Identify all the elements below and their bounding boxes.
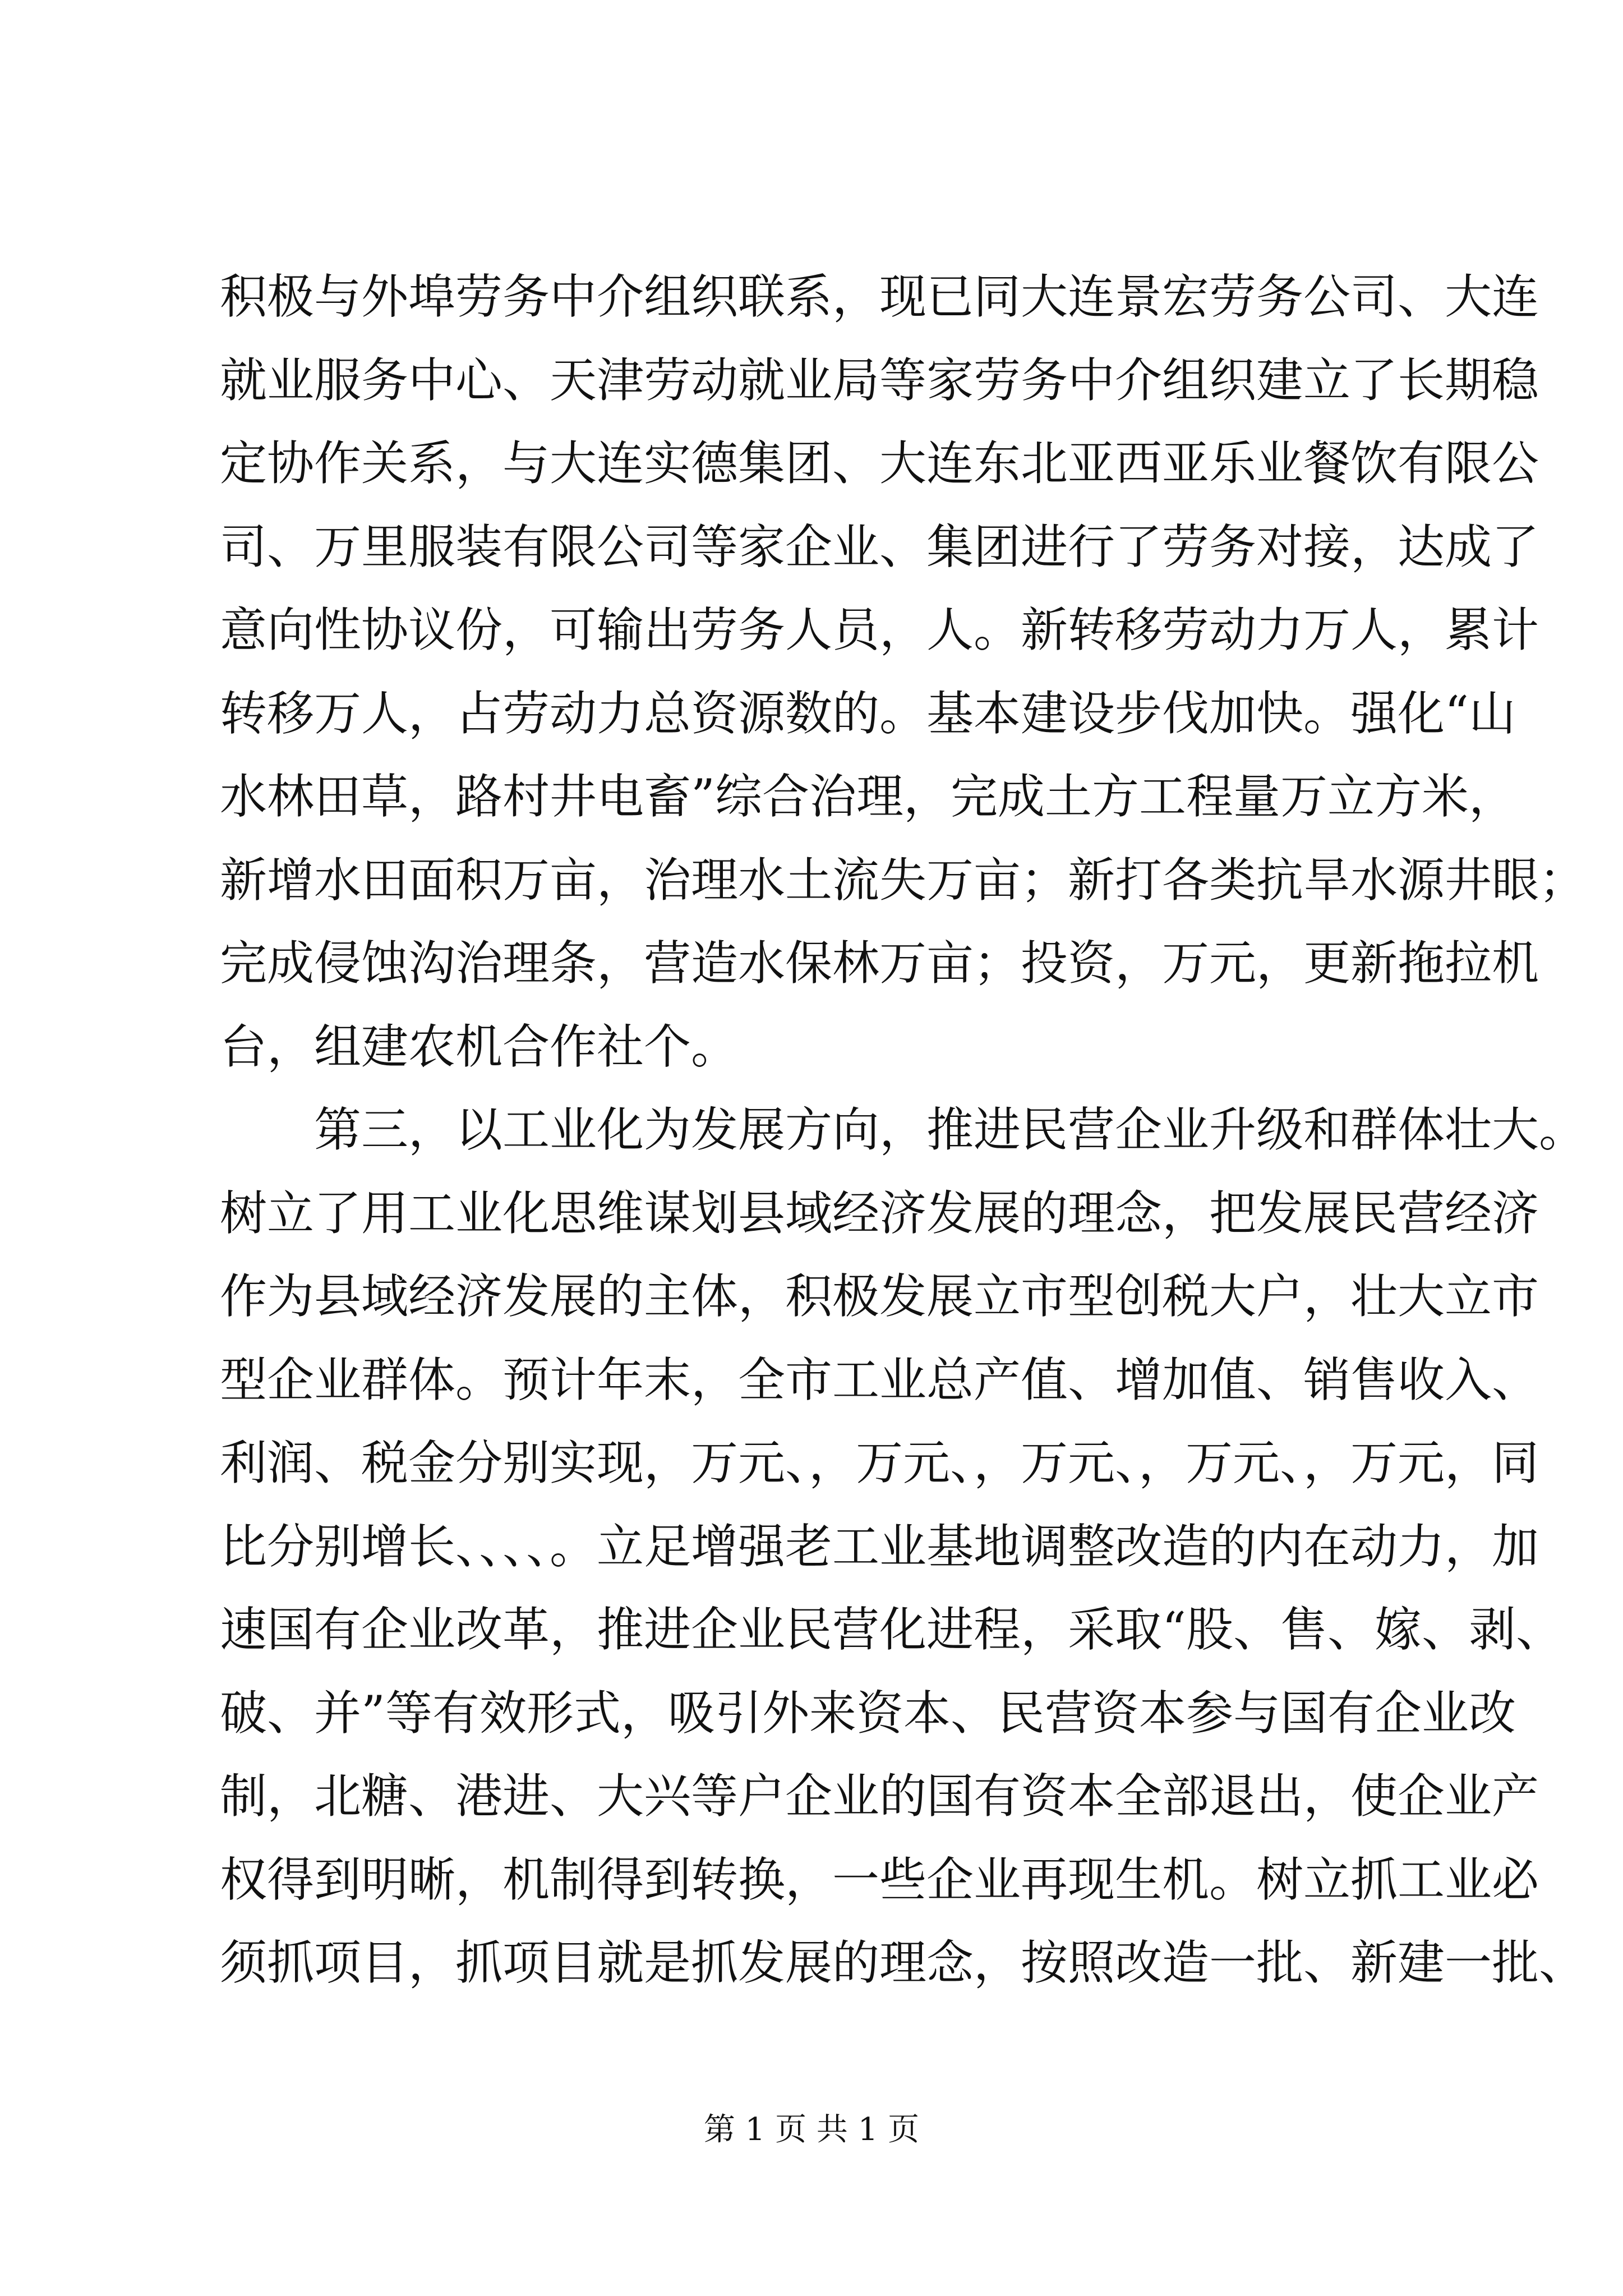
text-line: 破、并”等有效形式，吸引外来资本、民营资本参与国有企业改 [220,1685,1516,1741]
text-line: 树立了用工业化思维谋划县域经济发展的理念，把发展民营经济 [220,1185,1539,1241]
text-line: 完成侵蚀沟治理条，营造水保林万亩；投资，万元，更新拖拉机 [220,936,1539,991]
page-number-label: 第 1 页 共 1 页 [703,2111,920,2148]
text-line: 司、万里服装有限公司等家企业、集团进行了劳务对接，达成了 [220,519,1539,574]
text-line: 制，北糖、港进、大兴等户企业的国有资本全部退出，使企业产 [220,1769,1539,1824]
text-line: 就业服务中心、天津劳动就业局等家劳务中介组织建立了长期稳 [220,352,1539,408]
body-text [220,255,1587,2005]
text-line: 定协作关系，与大连实德集团、大连东北亚西亚乐业餐饮有限公 [220,436,1539,491]
text-line: 须抓项目，抓项目就是抓发展的理念，按照改造一批、新建一批、 [220,1935,1587,1990]
text-line: 台，组建农机合作社个。 [220,1019,739,1074]
text-line: 意向性协议份，可输出劳务人员，人。新转移劳动力万人，累计 [220,602,1539,657]
paragraph-start-line: 第三，以工业化为发展方向，推进民营企业升级和群体壮大。 [314,1102,1587,1157]
text-line: 权得到明晰，机制得到转换，一些企业再现生机。树立抓工业必 [220,1852,1539,1907]
text-line: 比分别增长、、、、。立足增强老工业基地调整改造的内在动力，加 [220,1519,1539,1574]
text-line: 速国有企业改革，推进企业民营化进程，采取“股、售、嫁、剥、 [220,1602,1563,1657]
text-line: 积极与外埠劳务中介组织联系，现已同大连景宏劳务公司、大连 [220,269,1539,324]
page-footer [0,2110,1623,2150]
text-line: 水林田草，路村井电畜”综合治理，完成土方工程量万立方米， [220,769,1516,824]
text-line: 型企业群体。预计年末，全市工业总产值、增加值、销售收入、 [220,1352,1539,1407]
text-line: 转移万人，占劳动力总资源数的。基本建设步伐加快。强化“山 [220,685,1516,741]
text-line: 利润、税金分别实现，万元、，万元、，万元、，万元、，万元，同 [220,1435,1539,1490]
text-line: 新增水田面积万亩，治理水土流失万亩；新打各类抗旱水源井眼； [220,852,1587,908]
text-line: 作为县域经济发展的主体，积极发展立市型创税大户，壮大立市 [220,1269,1539,1324]
